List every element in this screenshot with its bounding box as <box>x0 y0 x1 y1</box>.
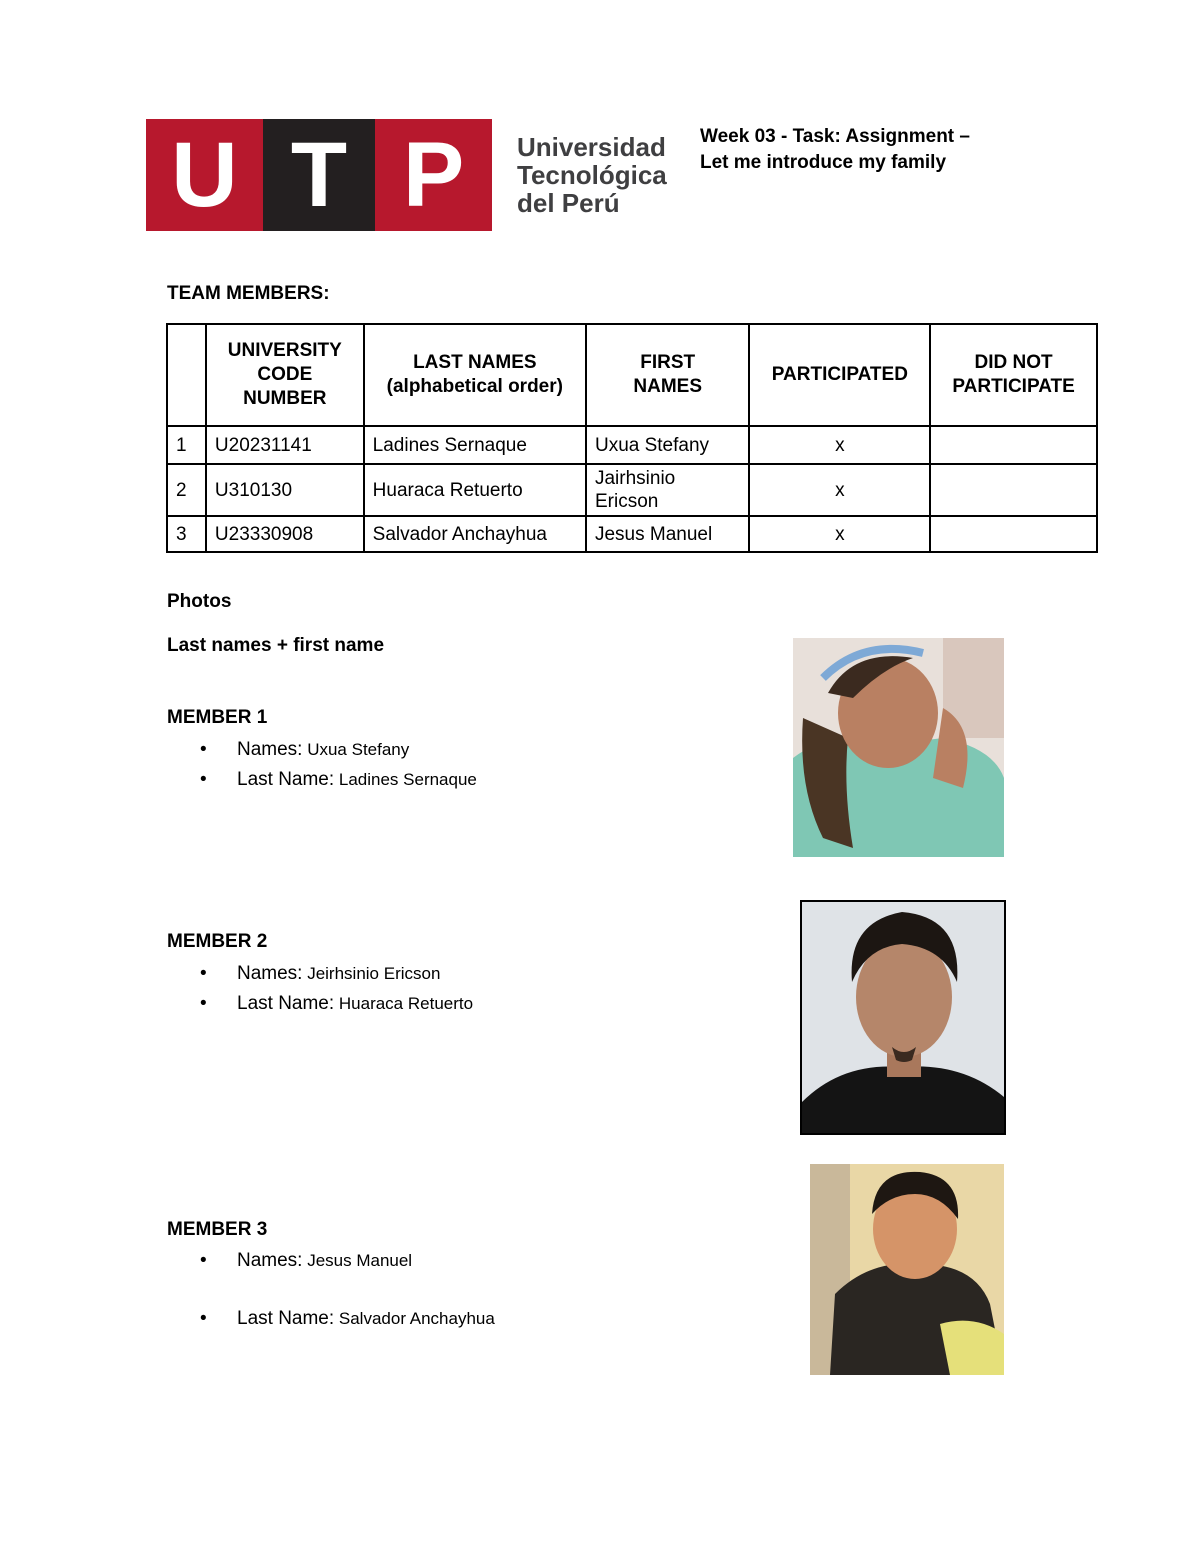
logo-line-2: Tecnológica <box>517 160 667 190</box>
field-value: Ladines Sernaque <box>334 770 477 789</box>
header-text: UNIVERSITY <box>227 340 342 361</box>
member-3-title: MEMBER 3 <box>167 1219 268 1240</box>
cell-number: 2 <box>167 464 206 516</box>
title-line-2: Let me introduce my family <box>700 152 947 173</box>
names-heading: Last names + first name <box>167 635 385 656</box>
team-members-table <box>166 323 1098 553</box>
cell-first-name <box>586 426 750 464</box>
cell-first-name <box>586 464 750 516</box>
member-2-photo <box>800 900 1006 1135</box>
cell-first-name <box>586 516 750 552</box>
cell-code: U20231141 <box>206 426 364 464</box>
header-text: NUMBER <box>243 388 327 409</box>
cell-participated: x <box>749 464 930 516</box>
member-3-photo <box>810 1164 1004 1375</box>
table-row <box>167 464 1097 516</box>
header-text: DID NOT <box>974 352 1053 373</box>
member-1-details <box>200 735 477 795</box>
header-text: NAMES <box>633 376 703 397</box>
member-3-details <box>200 1246 495 1334</box>
cell-number: 1 <box>167 426 206 464</box>
cell-did-not-participate <box>930 516 1097 552</box>
first-name-line: Uxua Stefany <box>594 434 710 456</box>
logo-line-1: Universidad <box>517 132 666 162</box>
cell-code: U23330908 <box>206 516 364 552</box>
member-1-photo <box>793 638 1004 857</box>
field-label: Names: <box>237 739 303 760</box>
header-last-names <box>364 324 586 426</box>
table-header-row <box>167 324 1097 426</box>
table-row <box>167 516 1097 552</box>
header-number <box>167 324 206 426</box>
logo-letter-u: U <box>146 119 263 231</box>
field-value: Uxua Stefany <box>302 740 410 759</box>
cell-participated: x <box>749 426 930 464</box>
header-code <box>206 324 364 426</box>
field-label: Last Name: <box>237 769 335 790</box>
member-3-last-name <box>200 1304 495 1334</box>
cell-last-name: Huaraca Retuerto <box>364 464 586 516</box>
header-text: (alphabetical order) <box>386 376 563 397</box>
member-3-names <box>200 1246 495 1276</box>
document-title <box>700 124 1060 176</box>
cell-number: 3 <box>167 516 206 552</box>
cell-participated: x <box>749 516 930 552</box>
field-value: Jesus Manuel <box>302 1251 413 1270</box>
header-did-not-participate <box>930 324 1097 426</box>
member-1-last-name <box>200 765 477 795</box>
member-2-last-name <box>200 989 473 1019</box>
member-2-title: MEMBER 2 <box>167 931 268 952</box>
member-1-names <box>200 735 477 765</box>
field-label: Names: <box>237 963 303 984</box>
logo-letter-t: T <box>263 119 375 231</box>
field-value: Jeirhsinio Ericson <box>302 964 441 983</box>
logo-line-3: del Perú <box>517 188 620 218</box>
field-label: Last Name: <box>237 993 335 1014</box>
member-2-names <box>200 959 473 989</box>
table-row <box>167 426 1097 464</box>
title-line-1: Week 03 - Task: Assignment – <box>700 126 970 147</box>
cell-did-not-participate <box>930 426 1097 464</box>
cell-code: U310130 <box>206 464 364 516</box>
header-text: CODE <box>257 364 313 385</box>
logo-letter-p: P <box>375 119 492 231</box>
header-text: PARTICIPATED <box>771 364 908 385</box>
field-label: Last Name: <box>237 1308 335 1329</box>
logo-wordmark <box>517 133 697 217</box>
header-text: FIRST <box>640 352 696 373</box>
cell-did-not-participate <box>930 464 1097 516</box>
field-value: Salvador Anchayhua <box>334 1309 495 1328</box>
utp-logo <box>146 119 492 231</box>
field-label: Names: <box>237 1250 303 1271</box>
member-2-details <box>200 959 473 1019</box>
team-members-heading: TEAM MEMBERS: <box>167 283 330 304</box>
header-participated <box>749 324 930 426</box>
member-1-title: MEMBER 1 <box>167 707 268 728</box>
first-name-line: Jesus Manuel <box>594 523 713 545</box>
header-text: LAST NAMES <box>413 352 537 373</box>
photos-heading: Photos <box>167 591 232 612</box>
header-first-names <box>586 324 750 426</box>
first-name-line: Jairhsinio <box>594 468 676 489</box>
header-text: PARTICIPATE <box>952 376 1075 397</box>
first-name-line: Ericson <box>594 491 659 512</box>
cell-last-name: Salvador Anchayhua <box>364 516 586 552</box>
field-value: Huaraca Retuerto <box>334 994 474 1013</box>
cell-last-name: Ladines Sernaque <box>364 426 586 464</box>
